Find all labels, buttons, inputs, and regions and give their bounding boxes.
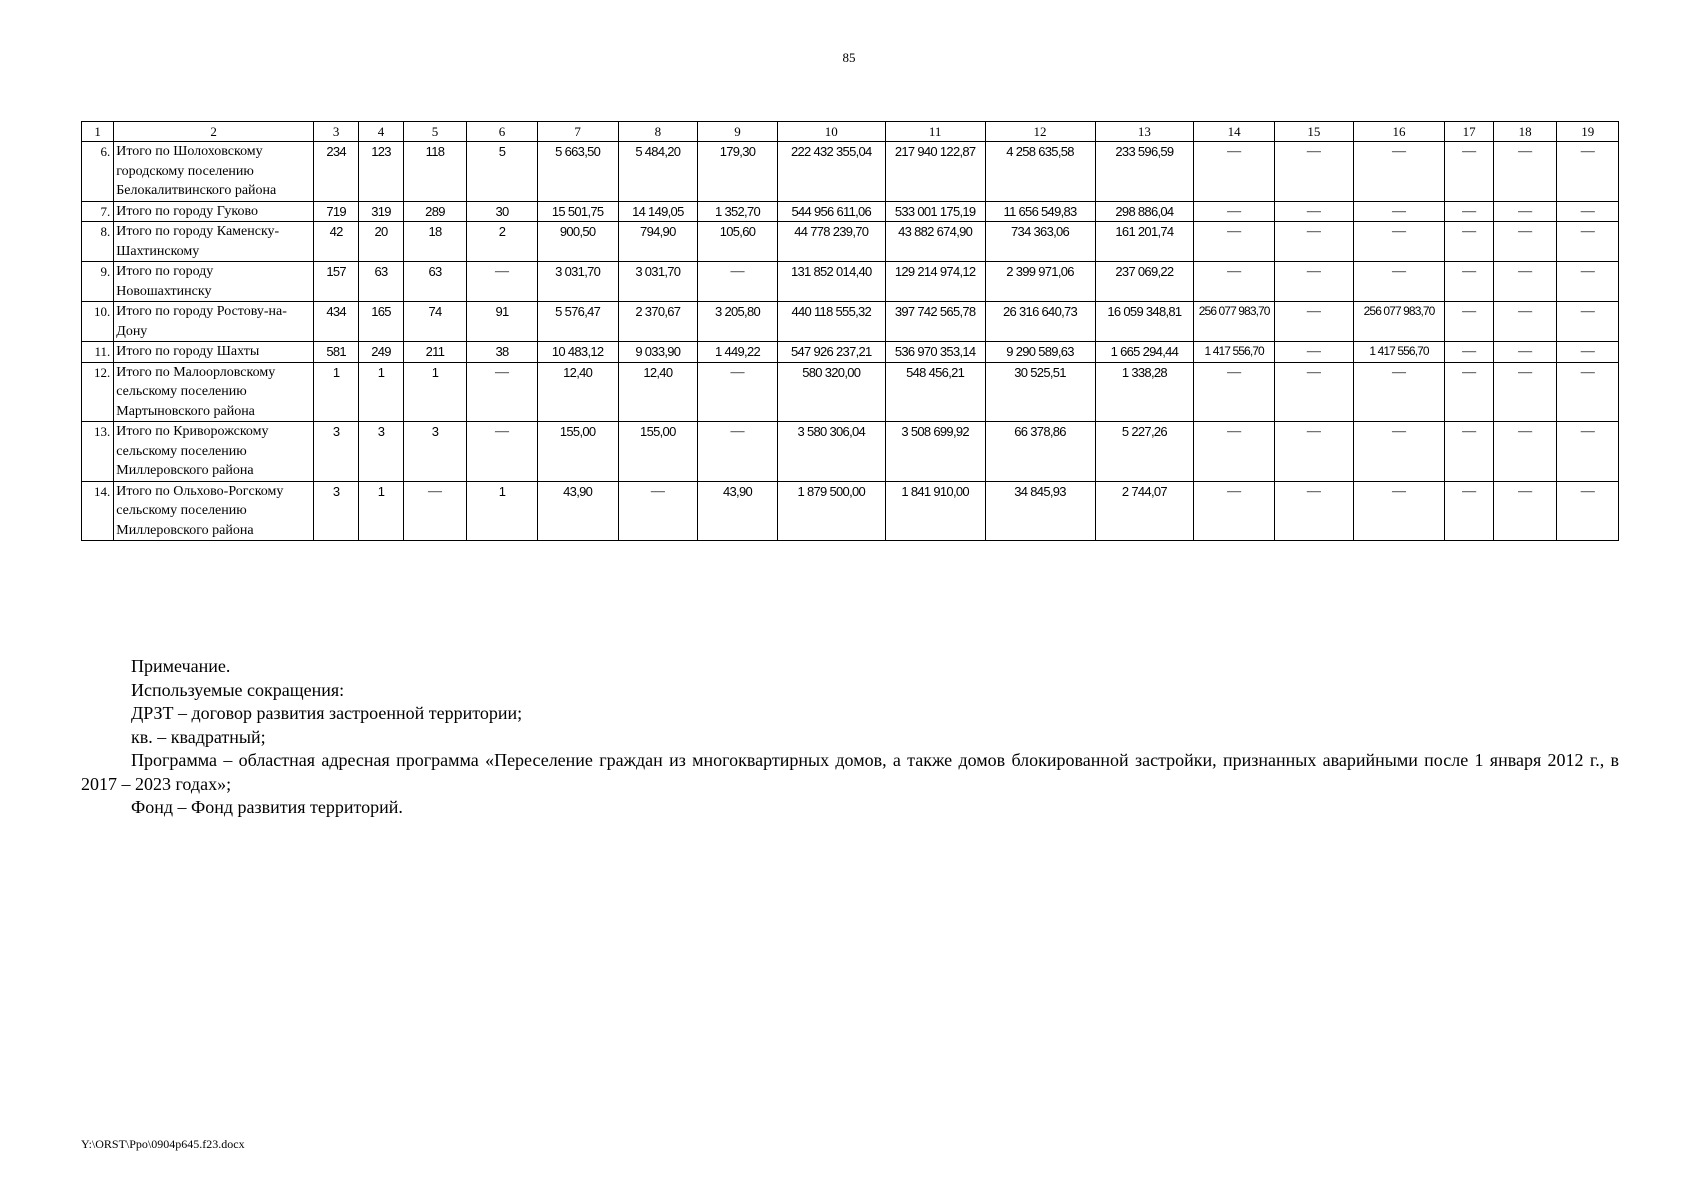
data-cell: 233 596,59 (1095, 142, 1194, 202)
data-cell: — (1353, 142, 1445, 202)
row-number-cell: 9. (82, 262, 114, 302)
data-cell: — (1493, 201, 1557, 222)
table-header-row (82, 122, 1619, 142)
data-cell: — (1445, 201, 1493, 222)
header-cell: 16 (1353, 122, 1445, 142)
note-title: Примечание. (131, 656, 231, 676)
data-cell: — (1557, 422, 1619, 482)
data-cell: 434 (313, 302, 358, 342)
data-cell: 91 (467, 302, 538, 342)
data-cell: — (1493, 422, 1557, 482)
data-cell: — (1194, 142, 1275, 202)
row-name-cell: Итого по городу Каменску-Шахтинскому (114, 222, 314, 262)
data-cell: — (1194, 422, 1275, 482)
table-row (82, 222, 1619, 262)
data-cell: 42 (313, 222, 358, 262)
data-cell: — (1275, 222, 1354, 262)
data-cell: — (1194, 362, 1275, 422)
data-cell: — (698, 262, 778, 302)
data-table (81, 121, 1619, 541)
data-cell: 1 (313, 362, 358, 422)
data-cell: — (1557, 342, 1619, 363)
header-cell: 9 (698, 122, 778, 142)
data-cell: 3 (313, 481, 358, 541)
data-cell: 15 501,75 (537, 201, 618, 222)
data-cell: — (1557, 481, 1619, 541)
data-cell: — (1445, 142, 1493, 202)
row-name-cell: Итого по Малоорловскому сельскому поселению Мартыновского района (114, 362, 314, 422)
row-number-cell: 8. (82, 222, 114, 262)
header-cell: 7 (537, 122, 618, 142)
row-name-cell: Итого по городу Шахты (114, 342, 314, 363)
data-cell: — (1353, 201, 1445, 222)
table-row (82, 342, 1619, 363)
data-cell: 547 926 237,21 (777, 342, 885, 363)
data-cell: — (1445, 481, 1493, 541)
header-cell: 12 (985, 122, 1095, 142)
data-cell: 157 (313, 262, 358, 302)
data-cell: — (1194, 481, 1275, 541)
data-cell: 211 (403, 342, 467, 363)
data-cell: — (467, 362, 538, 422)
data-cell: — (618, 481, 698, 541)
data-cell: — (1493, 481, 1557, 541)
row-name-cell: Итого по городу Новошахтинску (114, 262, 314, 302)
data-cell: 900,50 (537, 222, 618, 262)
data-cell: 1 352,70 (698, 201, 778, 222)
header-cell: 18 (1493, 122, 1557, 142)
data-cell: 794,90 (618, 222, 698, 262)
data-cell: 26 316 640,73 (985, 302, 1095, 342)
row-number-cell: 14. (82, 481, 114, 541)
data-cell: — (1194, 222, 1275, 262)
row-number-cell: 12. (82, 362, 114, 422)
data-cell: 3 (403, 422, 467, 482)
data-cell: — (1275, 422, 1354, 482)
data-cell: — (698, 422, 778, 482)
data-cell: 161 201,74 (1095, 222, 1194, 262)
data-cell: 249 (359, 342, 403, 363)
data-cell: 217 940 122,87 (885, 142, 985, 202)
data-cell: — (1194, 201, 1275, 222)
data-cell: 2 (467, 222, 538, 262)
data-cell: — (1445, 342, 1493, 363)
data-cell: 3 (313, 422, 358, 482)
data-cell: 1 (467, 481, 538, 541)
data-cell: — (1557, 142, 1619, 202)
row-number-cell: 6. (82, 142, 114, 202)
data-cell: — (1493, 342, 1557, 363)
data-cell: 237 069,22 (1095, 262, 1194, 302)
row-number-cell: 7. (82, 201, 114, 222)
data-cell: — (1557, 222, 1619, 262)
data-cell: 256 077 983,70 (1353, 302, 1445, 342)
data-cell: 155,00 (537, 422, 618, 482)
data-cell: 536 970 353,14 (885, 342, 985, 363)
note-kv: кв. – квадратный; (131, 726, 266, 747)
row-name-cell: Итого по городу Ростову-на-Дону (114, 302, 314, 342)
row-name-cell: Итого по Шолоховскому городскому поселению Белокалитвинского района (114, 142, 314, 202)
data-cell: — (1493, 222, 1557, 262)
header-cell: 4 (359, 122, 403, 142)
table-row (82, 302, 1619, 342)
data-cell: 38 (467, 342, 538, 363)
data-cell: 123 (359, 142, 403, 202)
data-cell: 105,60 (698, 222, 778, 262)
data-cell: 18 (403, 222, 467, 262)
data-cell: 155,00 (618, 422, 698, 482)
data-cell: 5 484,20 (618, 142, 698, 202)
data-cell: — (467, 422, 538, 482)
data-cell: 16 059 348,81 (1095, 302, 1194, 342)
data-cell: — (467, 262, 538, 302)
data-cell: 440 118 555,32 (777, 302, 885, 342)
data-cell: — (403, 481, 467, 541)
file-path-footer: Y:\ORST\Ppo\0904p645.f23.docx (81, 1137, 245, 1151)
data-cell: — (1353, 481, 1445, 541)
data-cell: — (1557, 362, 1619, 422)
data-cell: 544 956 611,06 (777, 201, 885, 222)
data-cell: — (1353, 362, 1445, 422)
data-cell: 289 (403, 201, 467, 222)
data-cell: — (1493, 362, 1557, 422)
data-cell: 1 879 500,00 (777, 481, 885, 541)
data-cell: 44 778 239,70 (777, 222, 885, 262)
data-cell: 63 (359, 262, 403, 302)
data-cell: 30 (467, 201, 538, 222)
data-cell: 5 (467, 142, 538, 202)
data-cell: 14 149,05 (618, 201, 698, 222)
data-cell: 179,30 (698, 142, 778, 202)
data-cell: 30 525,51 (985, 362, 1095, 422)
header-cell: 2 (114, 122, 314, 142)
row-name-cell: Итого по городу Гуково (114, 201, 314, 222)
data-cell: 3 031,70 (618, 262, 698, 302)
header-cell: 11 (885, 122, 985, 142)
data-cell: 66 378,86 (985, 422, 1095, 482)
data-cell: 548 456,21 (885, 362, 985, 422)
header-cell: 19 (1557, 122, 1619, 142)
data-cell: 9 290 589,63 (985, 342, 1095, 363)
data-cell: 2 744,07 (1095, 481, 1194, 541)
data-cell: — (1445, 362, 1493, 422)
data-cell: — (1275, 481, 1354, 541)
data-cell: — (1275, 262, 1354, 302)
header-cell: 17 (1445, 122, 1493, 142)
data-cell: — (1445, 302, 1493, 342)
data-cell: 3 508 699,92 (885, 422, 985, 482)
notes (81, 655, 1619, 820)
row-name-cell: Итого по Ольхово-Рогскому сельскому поселению Миллеровского района (114, 481, 314, 541)
data-cell: 533 001 175,19 (885, 201, 985, 222)
data-cell: 11 656 549,83 (985, 201, 1095, 222)
data-cell: 118 (403, 142, 467, 202)
data-cell: 580 320,00 (777, 362, 885, 422)
row-number-cell: 11. (82, 342, 114, 363)
data-cell: — (1557, 302, 1619, 342)
table-body (82, 122, 1619, 541)
data-cell: — (1353, 422, 1445, 482)
data-cell: 581 (313, 342, 358, 363)
header-cell: 15 (1275, 122, 1354, 142)
data-cell: 256 077 983,70 (1194, 302, 1275, 342)
data-cell: — (1275, 302, 1354, 342)
data-cell: — (1275, 142, 1354, 202)
data-cell: — (1194, 262, 1275, 302)
data-cell: — (1493, 262, 1557, 302)
row-number-cell: 10. (82, 302, 114, 342)
note-fond: Фонд – Фонд развития территорий. (131, 797, 403, 817)
data-cell: 5 576,47 (537, 302, 618, 342)
data-cell: — (1353, 222, 1445, 262)
data-cell: — (1557, 262, 1619, 302)
data-cell: 10 483,12 (537, 342, 618, 363)
data-cell: 1 417 556,70 (1353, 342, 1445, 363)
note-abbreviations-heading: Используемые сокращения: (131, 679, 345, 700)
data-cell: — (1557, 201, 1619, 222)
data-cell: 3 031,70 (537, 262, 618, 302)
data-cell: 43,90 (537, 481, 618, 541)
data-cell: 319 (359, 201, 403, 222)
data-cell: 1 449,22 (698, 342, 778, 363)
data-cell: 397 742 565,78 (885, 302, 985, 342)
data-cell: 2 399 971,06 (985, 262, 1095, 302)
data-cell: 20 (359, 222, 403, 262)
row-number-cell: 13. (82, 422, 114, 482)
data-cell: 165 (359, 302, 403, 342)
data-cell: — (1275, 362, 1354, 422)
data-cell: — (1353, 262, 1445, 302)
data-cell: 298 886,04 (1095, 201, 1194, 222)
header-cell: 5 (403, 122, 467, 142)
data-cell: 129 214 974,12 (885, 262, 985, 302)
data-cell: — (1493, 302, 1557, 342)
header-cell: 8 (618, 122, 698, 142)
data-cell: 131 852 014,40 (777, 262, 885, 302)
table-row (82, 142, 1619, 202)
table-row (82, 201, 1619, 222)
data-cell: 9 033,90 (618, 342, 698, 363)
data-cell: 34 845,93 (985, 481, 1095, 541)
header-cell: 1 (82, 122, 114, 142)
data-cell: — (1275, 201, 1354, 222)
data-cell: 43,90 (698, 481, 778, 541)
data-cell: — (698, 362, 778, 422)
header-cell: 10 (777, 122, 885, 142)
data-cell: — (1445, 222, 1493, 262)
data-cell: 2 370,67 (618, 302, 698, 342)
data-cell: — (1275, 342, 1354, 363)
data-cell: 1 (359, 362, 403, 422)
note-drzt: ДРЗТ – договор развития застроенной территории; (131, 703, 523, 723)
data-cell: 1 (359, 481, 403, 541)
data-cell: 43 882 674,90 (885, 222, 985, 262)
data-cell: 234 (313, 142, 358, 202)
page-number: 85 (842, 50, 856, 65)
data-cell: 63 (403, 262, 467, 302)
header-cell: 6 (467, 122, 538, 142)
data-cell: 1 665 294,44 (1095, 342, 1194, 363)
note-programma: Программа – областная адресная программа «Переселение граждан из многоквартирных домов, а также домов блокированной застройки, признанных аварийными после 1 января 2012 г., в 2017 – 2023 годах»; (81, 750, 1619, 794)
data-cell: 12,40 (537, 362, 618, 422)
data-cell: 1 841 910,00 (885, 481, 985, 541)
data-cell: 1 417 556,70 (1194, 342, 1275, 363)
data-cell: 5 663,50 (537, 142, 618, 202)
data-cell: 12,40 (618, 362, 698, 422)
table-row (82, 262, 1619, 302)
data-cell: 5 227,26 (1095, 422, 1194, 482)
header-cell: 13 (1095, 122, 1194, 142)
data-cell: 719 (313, 201, 358, 222)
data-cell: 1 338,28 (1095, 362, 1194, 422)
table-row (82, 481, 1619, 541)
table-row (82, 362, 1619, 422)
data-cell: — (1445, 422, 1493, 482)
data-cell: — (1493, 142, 1557, 202)
data-cell: 222 432 355,04 (777, 142, 885, 202)
data-cell: 3 (359, 422, 403, 482)
data-cell: 74 (403, 302, 467, 342)
data-cell: 3 580 306,04 (777, 422, 885, 482)
data-cell: 3 205,80 (698, 302, 778, 342)
data-cell: — (1445, 262, 1493, 302)
data-cell: 1 (403, 362, 467, 422)
table-row (82, 422, 1619, 482)
row-name-cell: Итого по Криворожскому сельскому поселению Миллеровского района (114, 422, 314, 482)
data-cell: 734 363,06 (985, 222, 1095, 262)
header-cell: 14 (1194, 122, 1275, 142)
data-cell: 4 258 635,58 (985, 142, 1095, 202)
header-cell: 3 (313, 122, 358, 142)
